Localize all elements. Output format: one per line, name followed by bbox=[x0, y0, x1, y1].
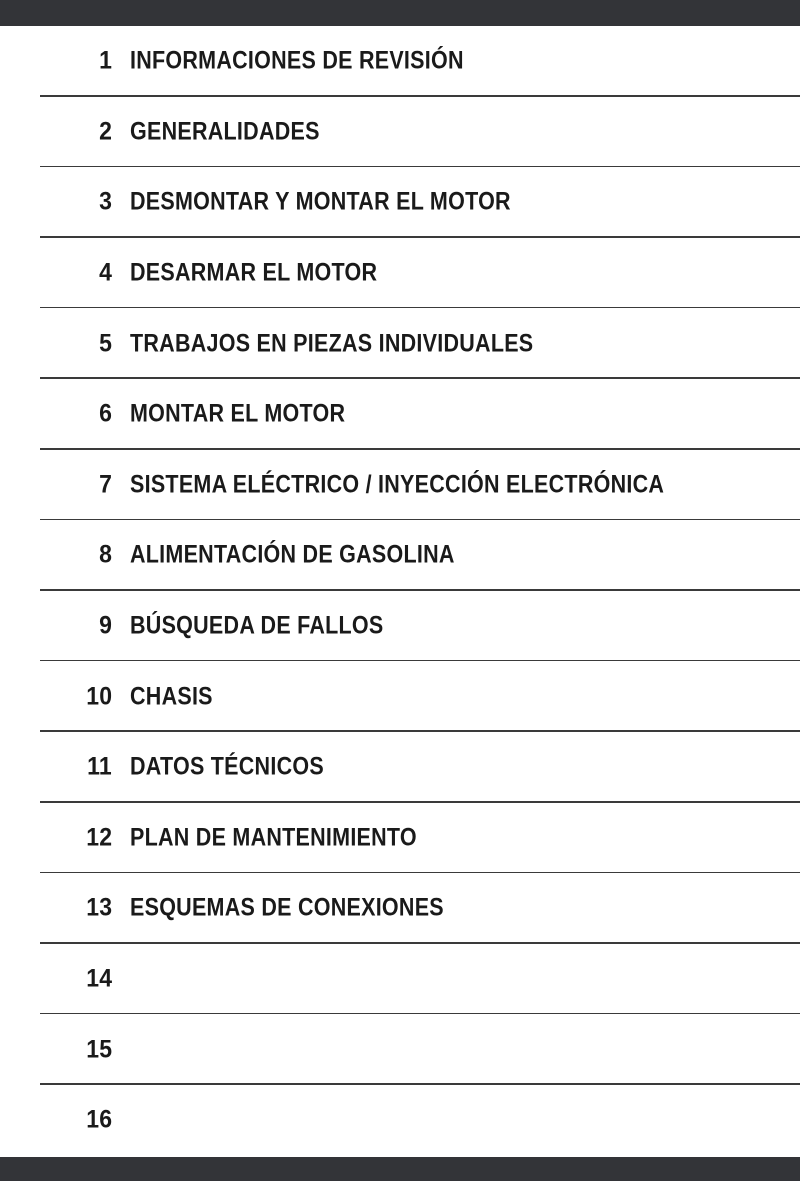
chapter-title: TRABAJOS EN PIEZAS INDIVIDUALES bbox=[130, 329, 534, 358]
chapter-number: 15 bbox=[86, 1035, 112, 1064]
toc-row-14[interactable] bbox=[0, 944, 800, 1015]
chapter-number: 7 bbox=[99, 470, 112, 499]
chapter-title: ALIMENTACIÓN DE GASOLINA bbox=[130, 540, 455, 569]
toc-row-16[interactable] bbox=[0, 1085, 800, 1156]
chapter-number: 9 bbox=[99, 611, 112, 640]
chapter-number: 12 bbox=[86, 823, 112, 852]
chapter-title: GENERALIDADES bbox=[130, 117, 320, 146]
toc-row-4[interactable] bbox=[0, 238, 800, 309]
table-of-contents bbox=[0, 26, 800, 1156]
chapter-title: PLAN DE MANTENIMIENTO bbox=[130, 823, 417, 852]
chapter-title: DESARMAR EL MOTOR bbox=[130, 258, 378, 287]
chapter-number: 4 bbox=[99, 258, 112, 287]
chapter-number: 8 bbox=[99, 540, 112, 569]
chapter-title: INFORMACIONES DE REVISIÓN bbox=[130, 46, 464, 75]
chapter-number: 3 bbox=[99, 187, 112, 216]
chapter-number: 14 bbox=[86, 964, 112, 993]
bottom-bar bbox=[0, 1157, 800, 1181]
toc-row-1[interactable] bbox=[0, 26, 800, 97]
toc-row-8[interactable] bbox=[0, 520, 800, 591]
chapter-number: 10 bbox=[86, 682, 112, 711]
toc-row-15[interactable] bbox=[0, 1014, 800, 1085]
chapter-title: DATOS TÉCNICOS bbox=[130, 752, 324, 781]
chapter-number: 6 bbox=[99, 399, 112, 428]
chapter-number: 5 bbox=[99, 329, 112, 358]
chapter-number: 13 bbox=[86, 893, 112, 922]
toc-row-5[interactable] bbox=[0, 308, 800, 379]
toc-row-13[interactable] bbox=[0, 873, 800, 944]
chapter-title: MONTAR EL MOTOR bbox=[130, 399, 346, 428]
chapter-title: CHASIS bbox=[130, 682, 213, 711]
toc-row-6[interactable] bbox=[0, 379, 800, 450]
chapter-title: SISTEMA ELÉCTRICO / INYECCIÓN ELECTRÓNICA bbox=[130, 470, 665, 499]
chapter-number: 2 bbox=[99, 117, 112, 146]
toc-row-11[interactable] bbox=[0, 732, 800, 803]
chapter-number: 16 bbox=[86, 1105, 112, 1134]
toc-row-12[interactable] bbox=[0, 803, 800, 874]
toc-row-7[interactable] bbox=[0, 450, 800, 521]
toc-row-10[interactable] bbox=[0, 661, 800, 732]
toc-row-9[interactable] bbox=[0, 591, 800, 662]
chapter-number: 11 bbox=[87, 752, 112, 781]
toc-row-2[interactable] bbox=[0, 97, 800, 168]
chapter-title: BÚSQUEDA DE FALLOS bbox=[130, 611, 384, 640]
chapter-title: DESMONTAR Y MONTAR EL MOTOR bbox=[130, 187, 511, 216]
chapter-number: 1 bbox=[99, 46, 112, 75]
top-bar bbox=[0, 0, 800, 26]
toc-row-3[interactable] bbox=[0, 167, 800, 238]
chapter-title: ESQUEMAS DE CONEXIONES bbox=[130, 893, 444, 922]
